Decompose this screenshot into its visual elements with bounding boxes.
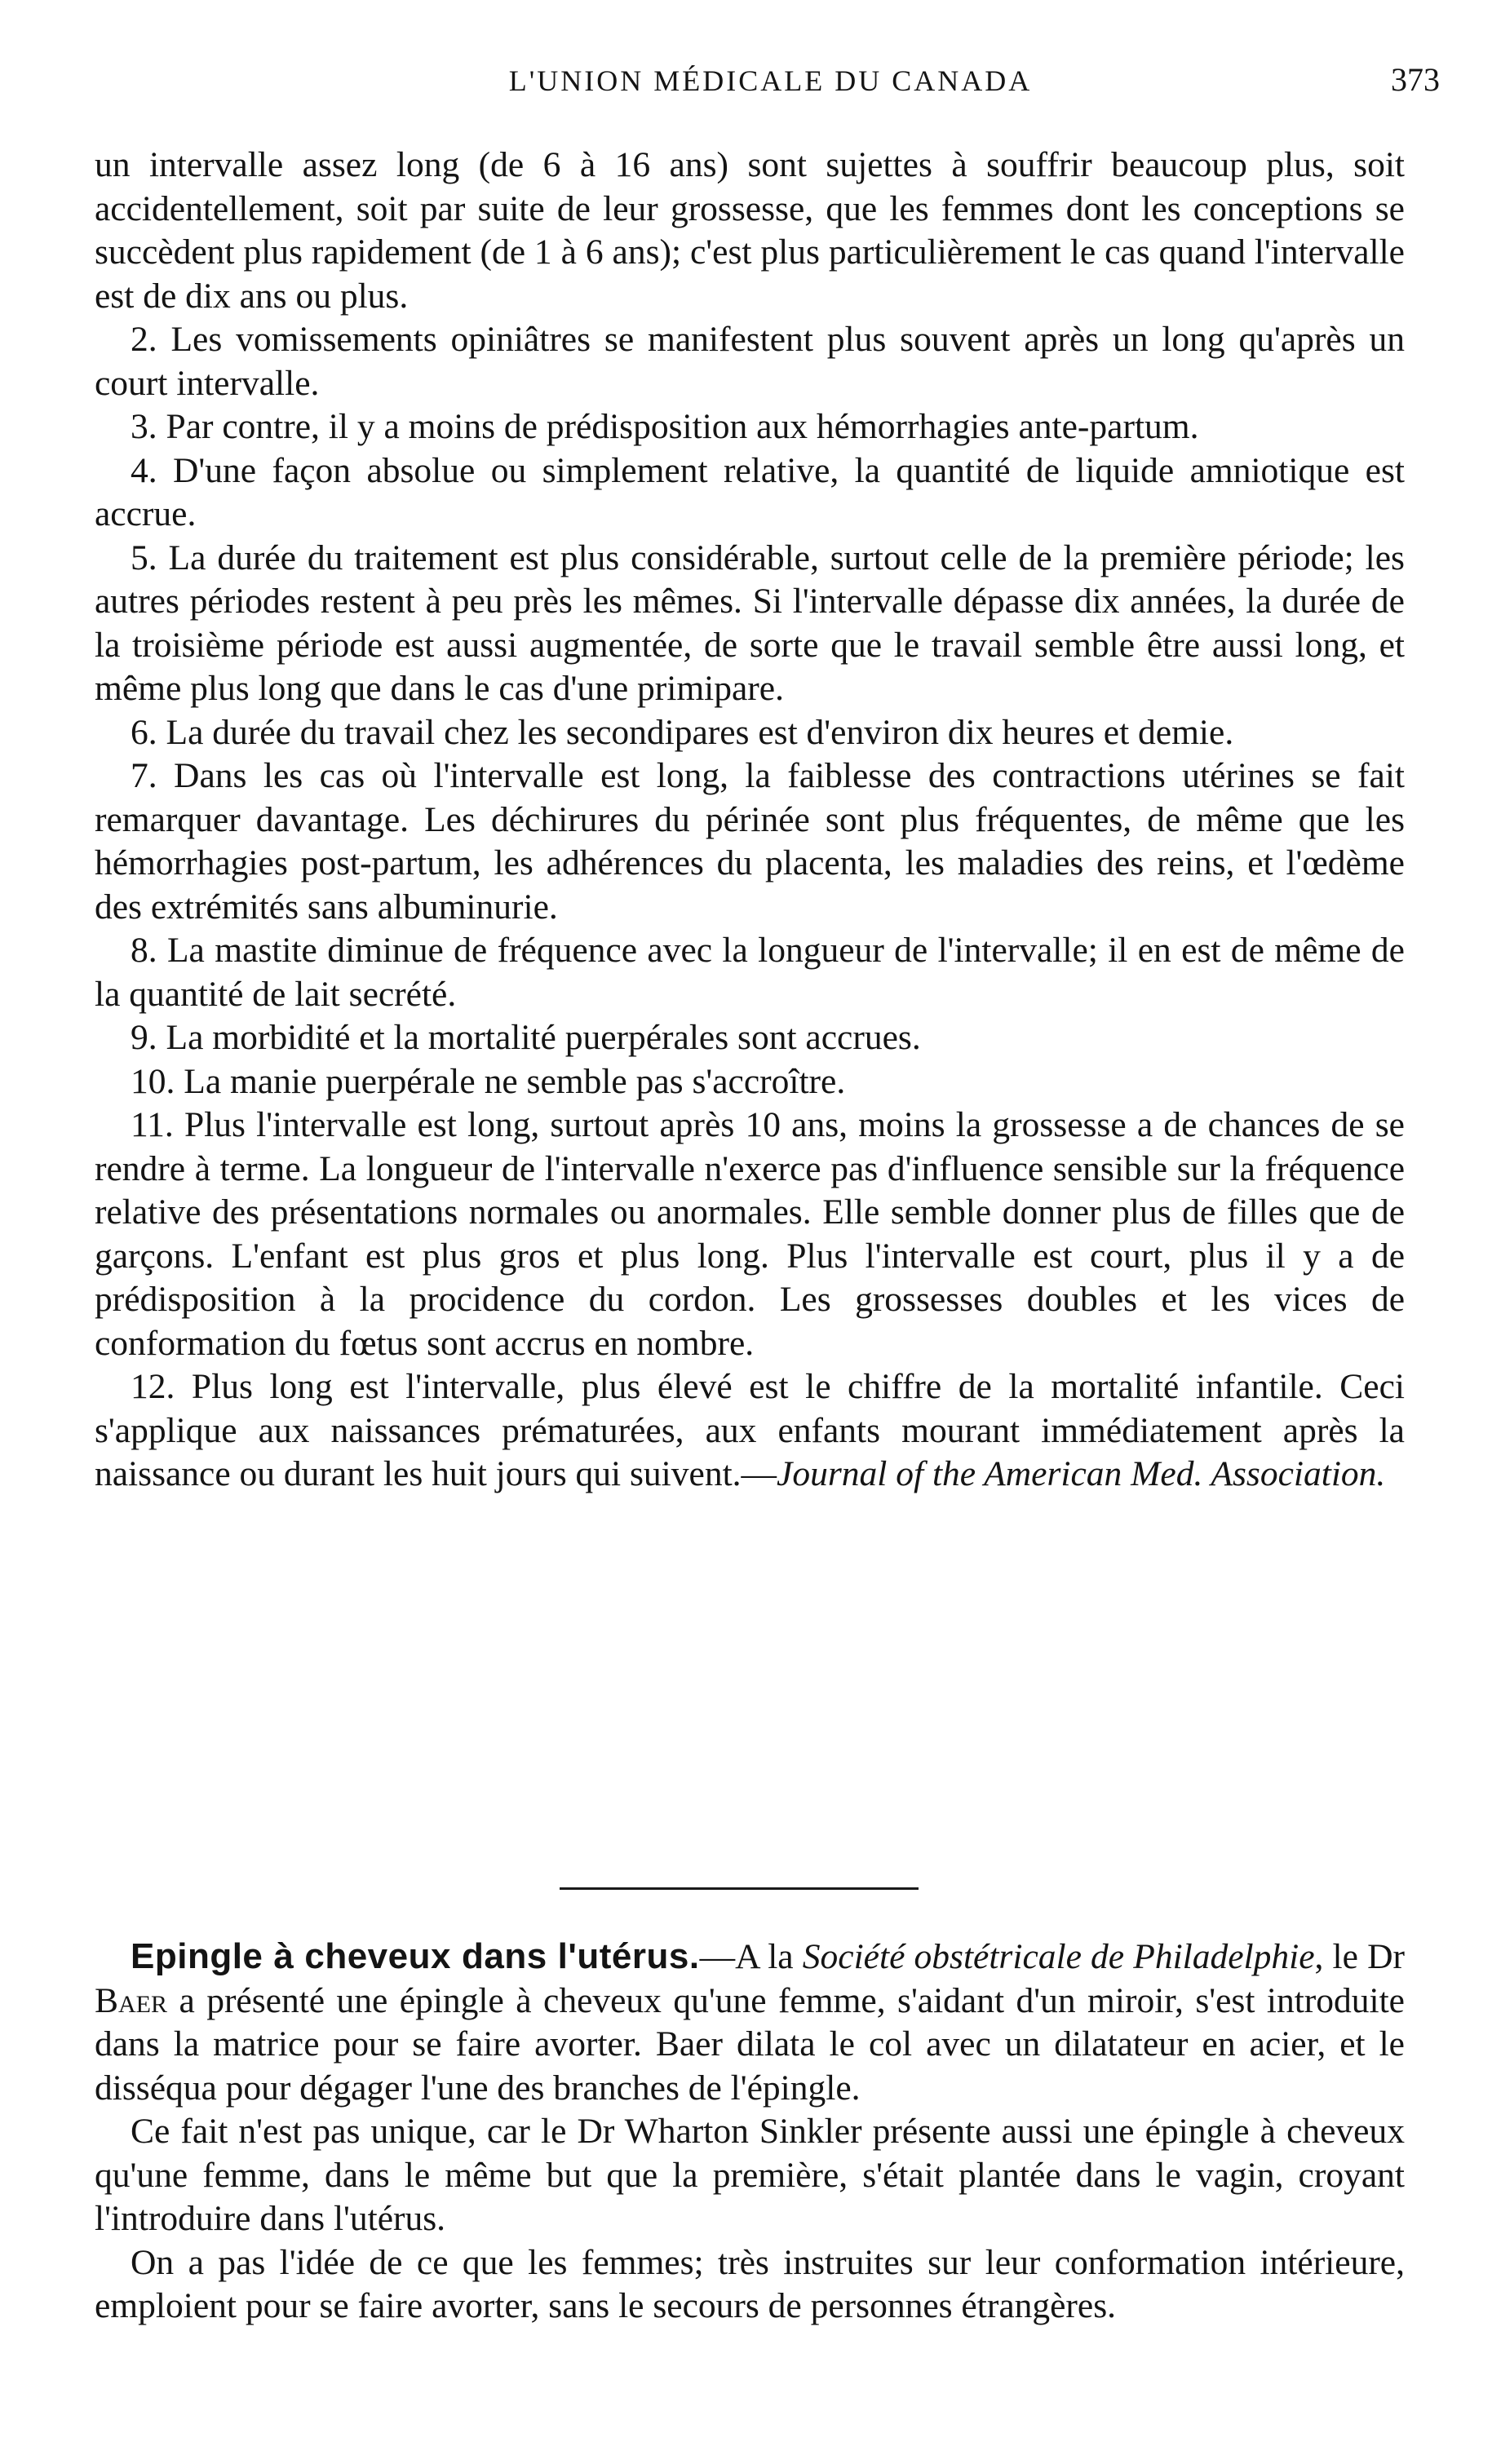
- numbered-item-2: 2. Les vomissements opiniâtres se manifestent plus souvent après un long qu'après un court intervalle.: [95, 320, 1405, 403]
- numbered-item-3: 3. Par contre, il y a moins de prédisposition aux hémorrhagies ante-partum.: [131, 407, 1199, 446]
- running-head: [95, 61, 1446, 113]
- numbered-item-5: 5. La durée du traitement est plus considérable, surtout celle de la première période; les autres périodes restent à peu près les mêmes. Si l'intervalle dépasse dix années, la durée de la troisième période est aussi augmentée, de sorte que le travail semble être aussi long, et même plus long que dans le cas d'une primipare.: [95, 537, 1405, 708]
- running-title: L'UNION MÉDICALE DU CANADA: [508, 64, 1033, 97]
- numbered-item-7: 7. Dans les cas où l'intervalle est long, la faiblesse des contractions utérines se fait remarquer davantage. Les déchirures du périnée sont plus fréquentes, de même que les hémorrhagies post-partum, les adhérences du placenta, les maladies des reins, et l'œdème des extrémités sans albuminurie.: [95, 756, 1405, 927]
- article-paragraph-1: [95, 1935, 1405, 2110]
- numbered-item-4: 4. D'une façon absolue ou simplement relative, la quantité de liquide amniotique est accrue.: [95, 450, 1405, 533]
- article-paragraph-2: Ce fait n'est pas unique, car le Dr Wharton Sinkler présente aussi une épingle à cheveux qu'une femme, dans le même but que la première, s'était plantée dans le vagin, croyant l'introduire dans l'utérus.: [95, 2112, 1405, 2238]
- society-name: Société obstétricale de Philadelphie: [802, 1937, 1315, 1976]
- intro-dash: —A la: [699, 1937, 803, 1976]
- main-text: [95, 144, 1405, 1497]
- numbered-item-8: 8. La mastite diminue de fréquence avec la longueur de l'intervalle; il en est de même de la quantité de lait secrété.: [95, 931, 1405, 1014]
- numbered-item-9: 9. La morbidité et la mortalité puerpérales sont accrues.: [131, 1018, 921, 1057]
- article-paragraph-3: On a pas l'idée de ce que les femmes; très instruites sur leur conformation intérieure, emploient pour se faire avorter, sans le secours de personnes étrangères.: [95, 2242, 1405, 2325]
- page-number: 373: [1391, 61, 1440, 98]
- continued-paragraph: un intervalle assez long (de 6 à 16 ans) sont sujettes à souffrir beaucoup plus, soit accidentellement, soit par suite de leur grossesse, que les femmes dont les conceptions se succèdent plus rapidement (de 1 à 6 ans); c'est plus particulièrement le cas quand l'intervalle est de dix ans ou plus.: [95, 145, 1405, 316]
- article-title: Epingle à cheveux dans l'utérus.: [131, 1936, 700, 1976]
- p1-mid: , le Dr: [1314, 1937, 1405, 1976]
- article-hairpin: [95, 1935, 1405, 2329]
- numbered-item-12-text: 12. Plus long est l'intervalle, plus élevé est le chiffre de la mortalité infantile. Ceci s'applique aux naissances prématurées, aux enfants mourant immédiatement après la naissance ou durant les huit jours qui suivent.—: [95, 1367, 1405, 1493]
- numbered-item-6: 6. La durée du travail chez les secondipares est d'environ dix heures et demie.: [131, 712, 1234, 752]
- numbered-item-10: 10. La manie puerpérale ne semble pas s'accroître.: [131, 1061, 846, 1101]
- section-divider: [560, 1887, 919, 1890]
- p1-rest: a présenté une épingle à cheveux qu'une femme, s'aidant d'un miroir, s'est introduite dans la matrice pour se faire avorter. Baer dilata le col avec un dilatateur en acier, et le disséqua pour dégager l'une des branches de l'épingle.: [95, 1980, 1405, 2108]
- doctor-name: Baer: [95, 1980, 168, 2020]
- numbered-item-12: [95, 1365, 1405, 1497]
- numbered-item-11: 11. Plus l'intervalle est long, surtout après 10 ans, moins la grossesse a de chances de se rendre à terme. La longueur de l'intervalle n'exerce pas d'influence sensible sur la fréquence relative des présentations normales ou anormales. Elle semble donner plus de filles que de garçons. L'enfant est plus gros et plus long. Plus l'intervalle est court, plus il y a de prédisposition à la procidence du cordon. Les grossesses doubles et les vices de conformation du fœtus sont accrus en nombre.: [95, 1105, 1405, 1363]
- source-citation: Journal of the American Med. Association.: [777, 1454, 1386, 1493]
